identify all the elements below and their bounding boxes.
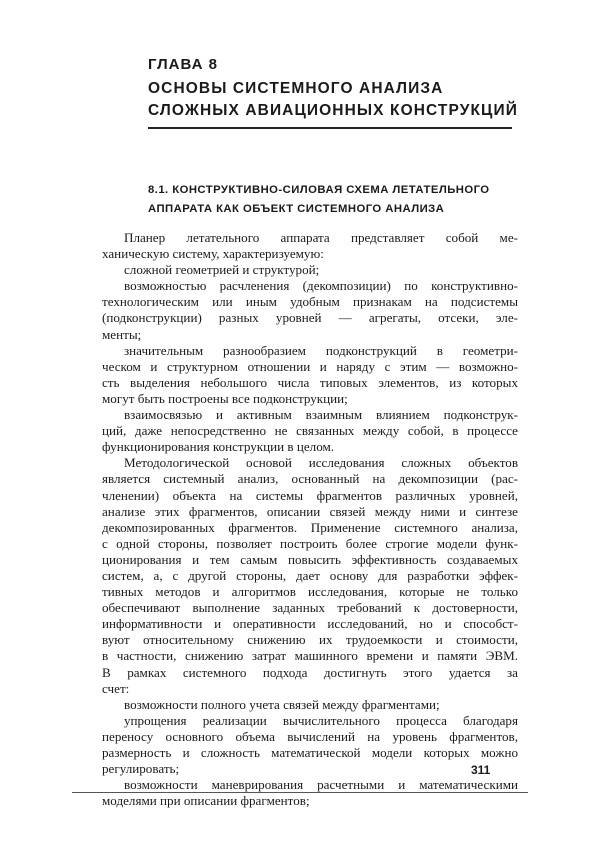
section-title-line: 8.1. КОНСТРУКТИВНО-СИЛОВАЯ СХЕМА ЛЕТАТЕЛЬНОГО <box>148 184 490 196</box>
text-line: возможности полного учета связей между фрагментами; <box>124 696 440 712</box>
text-line: регулировать; <box>102 761 180 777</box>
text-line: декомпозированных фрагментов. Применение системного анализа, <box>102 519 518 535</box>
text-line: в частности, снижению затрат машинного времени и памяти ЭВМ. <box>102 648 518 664</box>
footer-rule <box>72 792 528 793</box>
text-line: возможности маневрирования расчетными и математическими <box>124 777 518 793</box>
section-title-line: АППАРАТА КАК ОБЪЕКТ СИСТЕМНОГО АНАЛИЗА <box>148 203 445 215</box>
text-line: Планер летательного аппарата представляет собой ме- <box>124 230 518 245</box>
chapter-title-line: ОСНОВЫ СИСТЕМНОГО АНАЛИЗА <box>148 80 444 97</box>
text-line: значительным разнообразием подконструкций в геометри- <box>124 342 518 358</box>
text-line: функционирования конструкции в целом. <box>102 439 335 455</box>
text-line: является системный анализ, основанный на декомпозиции (рас- <box>102 471 518 487</box>
text-line: с одной стороны, позволяет построить более строгие модели функ- <box>102 535 518 551</box>
text-line: сть выделения небольшого числа типовых элементов, из которых <box>102 374 518 390</box>
text-line: Методологической основой исследования сложных объектов <box>124 455 518 471</box>
chapter-title <box>148 78 528 122</box>
text-line: членении) объекта на системы фрагментов различных уровней, <box>102 487 518 503</box>
text-line: ханическую систему, характеризуемую: <box>102 246 324 262</box>
text-line: ционирования и тем самым повысить эффективность создаваемых <box>102 551 518 567</box>
text-line: (подконструкции) разных уровней — агрегаты, отсеки, эле- <box>102 310 518 326</box>
text-line: тивных методов и алгоритмов исследования, которые не только <box>102 584 518 600</box>
text-line: анализе этих фрагментов, описании связей между ними и синтезе <box>102 503 518 519</box>
text-line: взаимосвязью и активным взаимным влиянием подконструк- <box>124 407 518 423</box>
header-rule <box>148 127 512 129</box>
section-title <box>148 181 512 219</box>
page-number: 311 <box>471 763 491 777</box>
chapter-label: ГЛАВА 8 <box>148 56 218 73</box>
text-line: сложной геометрией и структурой; <box>124 262 320 278</box>
text-line: информативности и оперативности исследований, но и способст- <box>102 616 518 632</box>
text-line: обеспечивают выполнение заданных требований к достоверности, <box>102 600 518 616</box>
text-line: упрощения реализации вычислительного процесса благодаря <box>124 712 518 728</box>
text-line: возможностью расчленения (декомпозиции) по конструктивно- <box>124 278 518 294</box>
text-line: систем, а, с другой стороны, дает основу для разработки эффек- <box>102 567 518 583</box>
text-line: технологическим или иным удобным признакам на подсистемы <box>102 294 518 310</box>
text-line: счет: <box>102 680 130 696</box>
text-line: ций, даже непосредственно не связанных между собой, в процессе <box>102 423 518 439</box>
text-line: моделями при описании фрагментов; <box>102 793 310 809</box>
text-line: вуют относительному снижению их трудоемкости и стоимости, <box>102 632 518 648</box>
text-line: размерность и сложность математической модели которых можно <box>102 745 518 760</box>
text-line: переносу основного объема вычислений на уровень фрагментов, <box>102 728 518 744</box>
text-line: В рамках системного подхода достигнуть этого удается за <box>102 664 518 680</box>
chapter-title-line: СЛОЖНЫХ АВИАЦИОННЫХ КОНСТРУКЦИЙ <box>148 102 518 119</box>
body-text <box>102 230 518 809</box>
text-line: ческом и структурном отношении и наряду с этим — возможно- <box>102 358 518 374</box>
text-line: могут быть построены все подконструкции; <box>102 390 348 406</box>
text-line: менты; <box>102 326 142 342</box>
